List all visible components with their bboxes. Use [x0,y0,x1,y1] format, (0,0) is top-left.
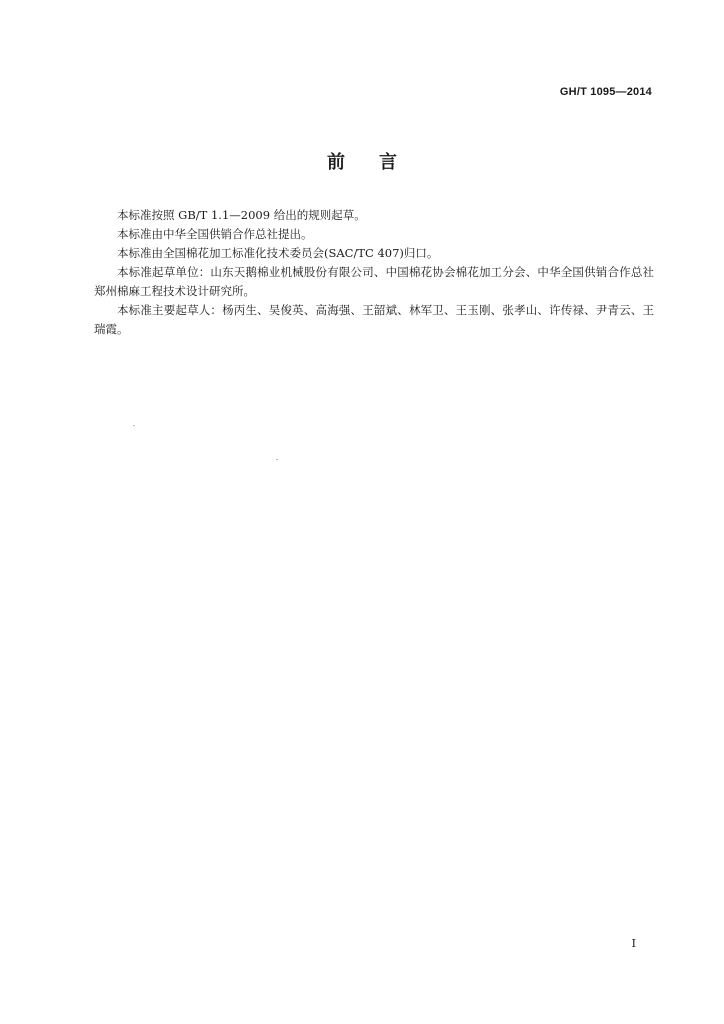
page-title: 前言 [327,152,431,173]
paragraph-proposer: 本标准由中华全国供销合作总社提出。 [117,227,313,241]
scan-speck [276,459,278,460]
foreword-body [94,206,654,339]
standard-code: GH/T 1095—2014 [559,86,652,98]
page-number: I [631,937,636,950]
paragraph-drafters: 本标准主要起草人：杨丙生、吴俊英、高海强、王韶斌、林军卫、王玉刚、张孝山、许传禄、尹青云、王瑞霞。 [94,303,654,336]
scan-speck [133,425,135,426]
paragraph-drafting-rules: 本标准按照 GB/T 1.1—2009 给出的规则起草。 [117,208,366,222]
paragraph-committee: 本标准由全国棉花加工标准化技术委员会(SAC/TC 407)归口。 [117,246,439,260]
paragraph-drafting-units: 本标准起草单位：山东天鹅棉业机械股份有限公司、中国棉花协会棉花加工分会、中华全国供销合作总社郑州棉麻工程技术设计研究所。 [94,265,654,298]
